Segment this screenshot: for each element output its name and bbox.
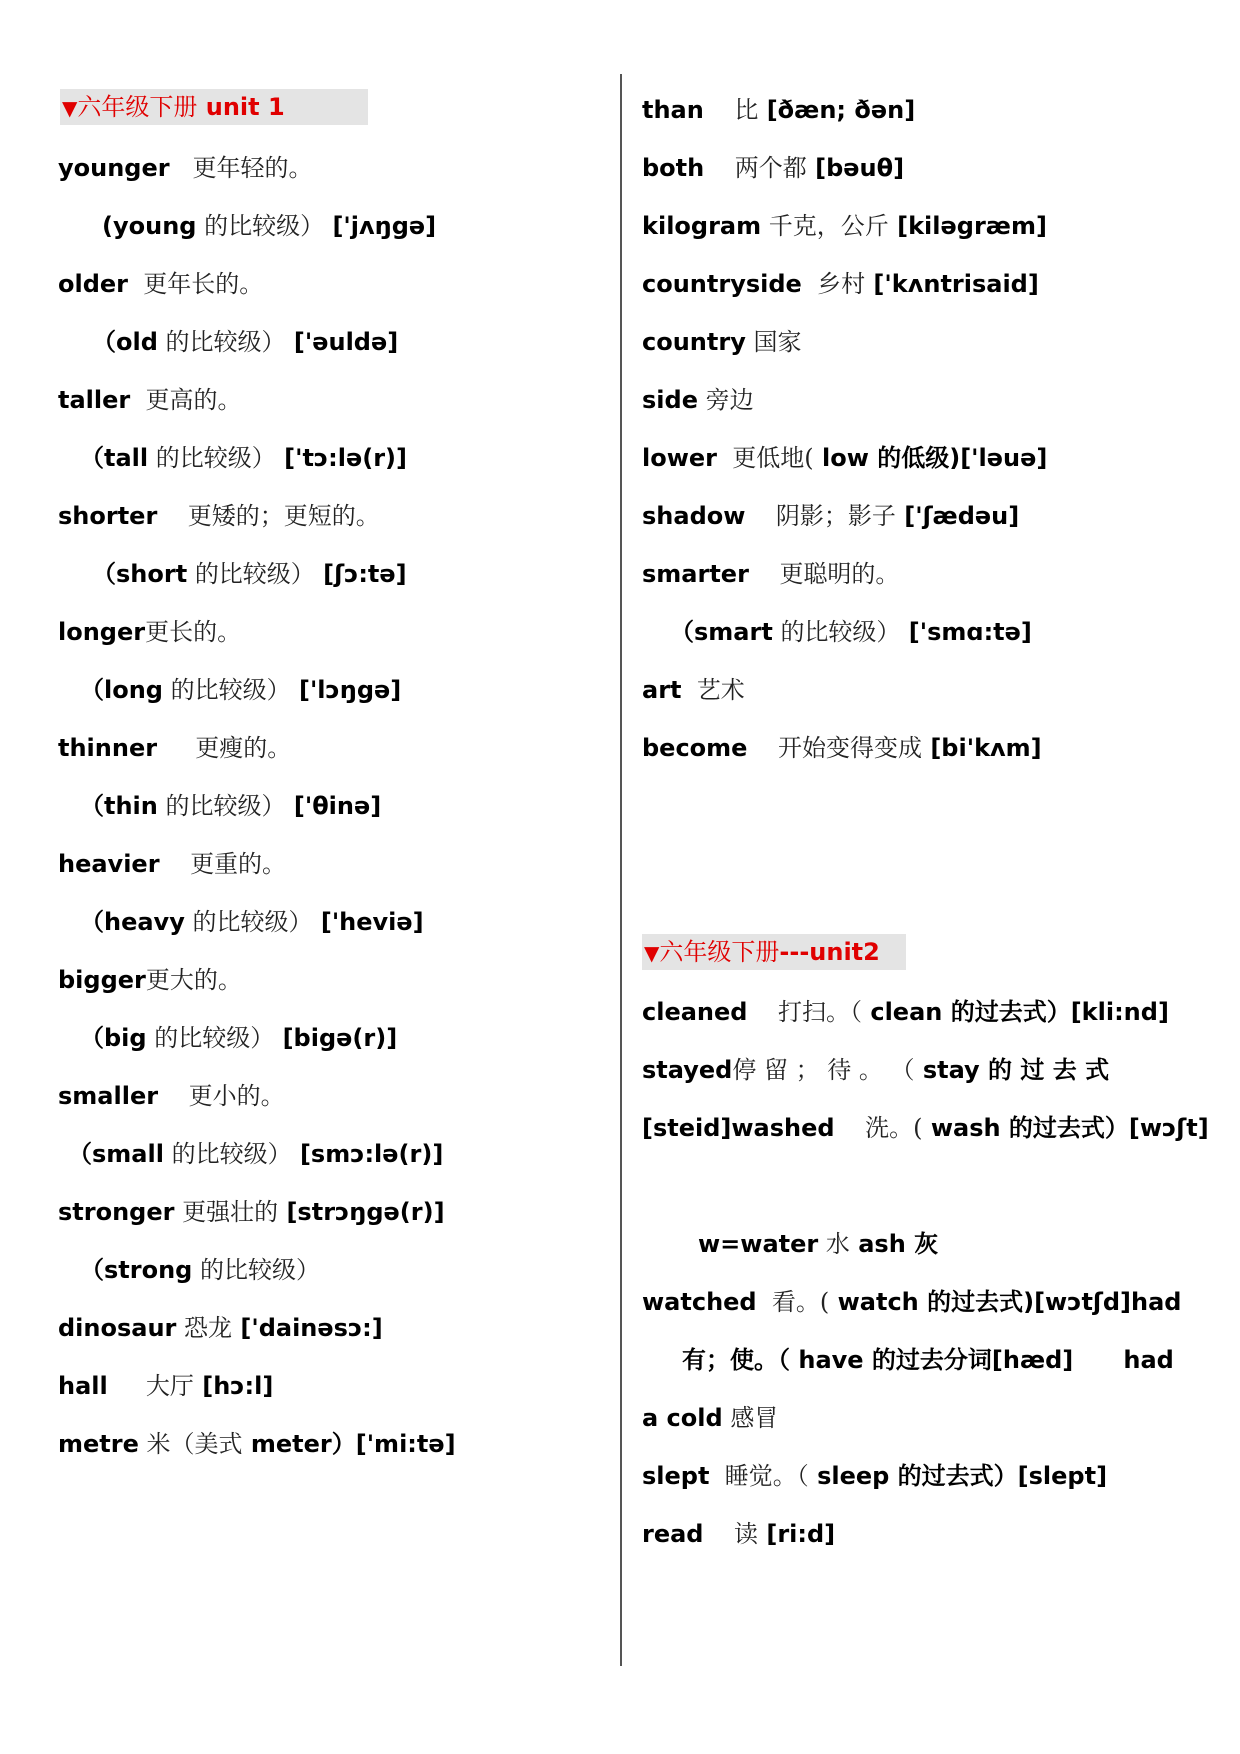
vocab-word: side	[642, 386, 698, 414]
vocab-word: thinner	[58, 734, 158, 762]
vocab-word: taller	[58, 386, 131, 414]
vocab-line	[642, 1514, 1202, 1554]
spacer	[802, 270, 817, 298]
vocab-meaning: 更重的。	[190, 850, 287, 878]
vocab-line	[642, 90, 1202, 130]
spacer	[761, 212, 769, 240]
vocab-line	[58, 902, 608, 942]
vocab-meaning: 读	[734, 1520, 759, 1548]
vocab-phonetic: watch 的过去式)[wɔtʃd]had	[829, 1288, 1182, 1316]
vocab-word: （old	[92, 328, 158, 356]
vocab-word: longer	[58, 618, 146, 646]
vocab-meaning: 旁边	[705, 386, 754, 414]
vocab-meaning: 的比较级）	[155, 444, 276, 472]
vocab-phonetic: ash 灰	[849, 1230, 939, 1258]
vocab-line	[642, 670, 1202, 710]
vocab-word: watched	[642, 1288, 757, 1316]
spacer	[157, 734, 195, 762]
unit2-heading	[642, 934, 906, 970]
vocab-phonetic: [smɔ:lə(r)]	[291, 1140, 444, 1168]
vocab-word: cleaned	[642, 998, 748, 1026]
spacer	[128, 270, 143, 298]
vocab-phonetic: ['dainəsɔ:]	[232, 1314, 383, 1342]
vocab-phonetic: have 的过去分词[hæd] had	[790, 1346, 1174, 1374]
vocab-line	[58, 380, 608, 420]
vocab-line	[642, 1456, 1202, 1496]
spacer	[698, 386, 706, 414]
vocab-phonetic: ['tɔ:lə(r)]	[275, 444, 407, 472]
vocab-phonetic: low 的低级)['ləuə]	[813, 444, 1048, 472]
spacer	[196, 212, 204, 240]
vocab-line	[58, 612, 608, 652]
vocab-meaning: 更瘦的。	[195, 734, 292, 762]
vocab-line	[642, 1108, 1209, 1148]
vocab-line	[58, 786, 608, 826]
vocab-word: lower	[642, 444, 717, 472]
vocab-line	[642, 264, 1202, 304]
vocab-meaning: 更大的。	[145, 966, 242, 994]
vocab-word: [steid]washed	[642, 1114, 835, 1142]
vocab-word: (young	[102, 212, 197, 240]
vocab-line	[58, 844, 608, 884]
vocab-meaning: 睡觉。（	[724, 1462, 809, 1490]
spacer	[163, 676, 171, 704]
vocab-line	[642, 1224, 1202, 1264]
vocab-phonetic: [ʃɔ:tə]	[314, 560, 407, 588]
vocab-meaning: 打扫。（	[777, 998, 862, 1026]
vocab-line	[642, 992, 1202, 1032]
vocab-line	[58, 496, 608, 536]
spacer	[158, 792, 166, 820]
vocab-phonetic: ['jʌŋgə]	[324, 212, 437, 240]
vocab-meaning: 米（美式	[146, 1430, 243, 1458]
vocab-word: stronger	[58, 1198, 175, 1226]
vocab-word: （tall	[80, 444, 149, 472]
vocab-meaning: 乡村	[817, 270, 866, 298]
spacer	[158, 328, 166, 356]
heading-en: ---unit2	[779, 938, 880, 966]
vocab-word: （small	[68, 1140, 164, 1168]
vocab-line	[642, 206, 1202, 246]
vocab-line	[58, 1366, 608, 1406]
vocab-word: dinosaur	[58, 1314, 177, 1342]
vocab-line	[642, 1282, 1202, 1322]
down-triangle-icon: ▼	[644, 941, 660, 965]
vocab-word: （heavy	[80, 908, 185, 936]
vocab-meaning: 水	[825, 1230, 850, 1258]
vocab-line	[58, 1250, 608, 1290]
vocab-phonetic: ['smɑ:tə]	[900, 618, 1032, 646]
vocab-word: （smart	[670, 618, 773, 646]
vocab-word: 有；使。（	[682, 1346, 790, 1374]
vocab-word: heavier	[58, 850, 160, 878]
vocab-meaning: 的比较级）	[154, 1024, 275, 1052]
vocab-meaning: 的比较级）	[165, 328, 286, 356]
vocab-line	[58, 1018, 608, 1058]
heading-cn: 六年级下册	[659, 938, 780, 966]
vocab-word: smarter	[642, 560, 749, 588]
vocab-phonetic: [bəuθ]	[806, 154, 905, 182]
vocab-meaning: 更聪明的。	[779, 560, 900, 588]
vocab-line	[58, 1134, 608, 1174]
vocab-line	[58, 1076, 608, 1116]
spacer	[192, 1256, 200, 1284]
down-triangle-icon: ▼	[62, 96, 78, 120]
vocab-meaning: 更年轻的。	[192, 154, 313, 182]
vocab-line	[642, 1050, 1202, 1090]
spacer	[174, 1198, 182, 1226]
spacer	[108, 1372, 146, 1400]
spacer	[704, 1520, 735, 1548]
vocab-line	[642, 322, 1202, 362]
vocab-meaning: 的比较级）	[780, 618, 901, 646]
vocab-word: shadow	[642, 502, 746, 530]
vocab-phonetic: clean 的过去式）[kli:nd]	[861, 998, 1169, 1026]
vocab-meaning: 千克，公斤	[768, 212, 889, 240]
vocab-meaning: 的比较级）	[170, 676, 291, 704]
spacer	[745, 502, 776, 530]
spacer	[757, 1288, 772, 1316]
vocab-phonetic: ['ʃædəu]	[895, 502, 1020, 530]
vocab-word: become	[642, 734, 748, 762]
vocab-phonetic: wash 的过去式）[wɔʃt]	[922, 1114, 1209, 1142]
vocab-word: （long	[80, 676, 163, 704]
vocab-phonetic: [bigə(r)]	[274, 1024, 398, 1052]
vocab-phonetic: ['heviə]	[312, 908, 424, 936]
vocab-line	[642, 1398, 1202, 1438]
vocab-meaning: 两个都	[734, 154, 807, 182]
vocab-word: shorter	[58, 502, 158, 530]
vocab-meaning: 更强壮的	[182, 1198, 279, 1226]
vocab-meaning: 开始变得变成	[777, 734, 922, 762]
vocab-word: （big	[80, 1024, 147, 1052]
spacer	[187, 560, 195, 588]
spacer	[818, 1230, 826, 1258]
spacer	[749, 560, 780, 588]
vocab-phonetic: meter）['mi:tə]	[242, 1430, 456, 1458]
vocab-meaning: 的比较级）	[165, 792, 286, 820]
vocab-line	[642, 1340, 1202, 1380]
vocab-line	[642, 728, 1202, 768]
heading-en: unit 1	[197, 93, 285, 121]
vocab-word: read	[642, 1520, 704, 1548]
vocab-phonetic: sleep 的过去式）[slept]	[808, 1462, 1108, 1490]
spacer	[130, 386, 145, 414]
vocab-meaning: 更高的。	[145, 386, 242, 414]
spacer	[747, 998, 778, 1026]
vocab-phonetic: stay 的 过 去 式	[914, 1056, 1110, 1084]
vocab-word: than	[642, 96, 704, 124]
spacer	[139, 1430, 147, 1458]
vocab-line	[58, 1192, 608, 1232]
spacer	[164, 1140, 172, 1168]
vocab-word: （short	[92, 560, 188, 588]
vocab-phonetic: [kiləgræm]	[888, 212, 1047, 240]
vocab-line	[58, 728, 608, 768]
spacer	[704, 96, 735, 124]
vocab-word: w=water	[698, 1230, 819, 1258]
column-divider	[620, 74, 622, 1666]
vocab-line	[642, 496, 1202, 536]
spacer	[717, 444, 732, 472]
vocab-word: country	[642, 328, 746, 356]
vocab-line	[58, 438, 608, 478]
spacer	[157, 502, 188, 530]
vocab-word: younger	[58, 154, 170, 182]
vocab-meaning: 停 留 ； 待 。 （	[732, 1056, 915, 1084]
vocab-meaning: 大厅	[145, 1372, 194, 1400]
vocab-word: stayed	[642, 1056, 733, 1084]
spacer	[158, 1082, 189, 1110]
vocab-word: metre	[58, 1430, 139, 1458]
spacer	[185, 908, 193, 936]
spacer	[835, 1114, 866, 1142]
vocab-meaning: 更年长的。	[143, 270, 264, 298]
spacer	[747, 734, 778, 762]
vocab-line	[642, 148, 1202, 188]
vocab-line	[58, 1308, 608, 1348]
vocab-phonetic: [ri:d]	[758, 1520, 836, 1548]
vocab-word: bigger	[58, 966, 146, 994]
spacer	[682, 676, 697, 704]
vocab-meaning: 恐龙	[184, 1314, 233, 1342]
vocab-phonetic: ['θinə]	[285, 792, 382, 820]
vocab-meaning: 更低地(	[732, 444, 814, 472]
vocab-line	[642, 612, 1202, 652]
vocab-word: countryside	[642, 270, 802, 298]
vocab-meaning: 的比较级）	[204, 212, 325, 240]
vocab-line	[642, 438, 1202, 478]
vocab-meaning: 感冒	[730, 1404, 779, 1432]
vocab-line	[642, 380, 1202, 420]
vocab-phonetic: [strɔŋgə(r)]	[278, 1198, 445, 1226]
spacer	[704, 154, 735, 182]
unit1-heading	[60, 89, 368, 125]
heading-cn: 六年级下册	[77, 93, 198, 121]
vocab-meaning: 看。(	[771, 1288, 830, 1316]
vocab-meaning: 更小的。	[188, 1082, 285, 1110]
vocab-line	[58, 148, 608, 188]
vocab-meaning: 更矮的；更短的。	[187, 502, 380, 530]
spacer	[160, 850, 191, 878]
vocab-phonetic: [hɔ:l]	[193, 1372, 274, 1400]
vocab-line	[58, 206, 608, 246]
vocab-word: （thin	[80, 792, 158, 820]
vocab-phonetic: [ðæn; ðən]	[758, 96, 916, 124]
vocab-line	[58, 554, 608, 594]
vocab-line	[58, 1424, 608, 1464]
vocab-meaning: 的比较级）	[171, 1140, 292, 1168]
vocab-word: smaller	[58, 1082, 159, 1110]
spacer	[709, 1462, 724, 1490]
vocab-word: older	[58, 270, 129, 298]
vocab-phonetic: [bi'kʌm]	[921, 734, 1042, 762]
vocab-meaning: 洗。(	[865, 1114, 923, 1142]
vocab-meaning: 阴影；影子	[775, 502, 896, 530]
vocab-meaning: 的比较级）	[194, 560, 315, 588]
vocab-meaning: 比	[734, 96, 759, 124]
vocab-word: slept	[642, 1462, 710, 1490]
vocab-meaning: 更长的。	[145, 618, 242, 646]
vocab-phonetic: ['kʌntrisaid]	[865, 270, 1039, 298]
vocab-line	[58, 264, 608, 304]
vocab-word: （strong	[80, 1256, 193, 1284]
vocab-word: both	[642, 154, 705, 182]
vocab-line	[58, 960, 608, 1000]
vocab-meaning: 的比较级）	[192, 908, 313, 936]
spacer	[176, 1314, 184, 1342]
vocab-meaning: 艺术	[696, 676, 745, 704]
vocab-phonetic: ['əuldə]	[285, 328, 399, 356]
vocab-word: a cold	[642, 1404, 723, 1432]
vocab-line	[58, 322, 608, 362]
spacer	[170, 154, 193, 182]
vocab-line	[642, 554, 1202, 594]
vocab-meaning: 的比较级）	[200, 1256, 320, 1284]
vocab-word: hall	[58, 1372, 108, 1400]
vocab-word: art	[642, 676, 682, 704]
vocab-word: kilogram	[642, 212, 762, 240]
spacer	[148, 444, 156, 472]
vocab-meaning: 国家	[753, 328, 802, 356]
vocab-phonetic: ['lɔŋgə]	[290, 676, 402, 704]
vocab-line	[58, 670, 608, 710]
